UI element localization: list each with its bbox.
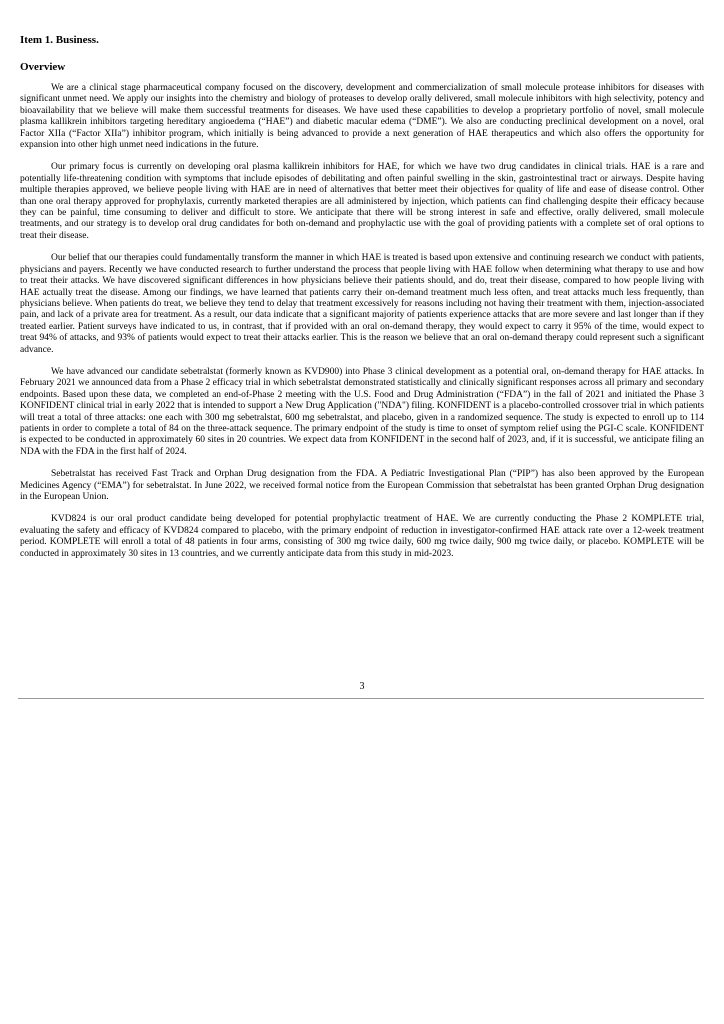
page-number: 3 <box>359 681 365 692</box>
item-heading: Item 1. Business. <box>20 34 99 46</box>
section-heading: Overview <box>20 61 66 73</box>
page-divider <box>18 698 704 699</box>
paragraph-company-overview: We are a clinical stage pharmaceutical company focused on the discovery, development and commercialization of small molecule protease inhibitors for diseases with significant unmet need. We apply our insights into the chemistry and biology of proteases to develop orally delivered, small molecule inhibitors with high selectivity, potency and bioavailability that we believe will make them successful treatments for diseases. We have used these capabilities to develop a proprietary portfolio of novel, small molecule plasma kallikrein inhibitors targeting hereditary angioedema (“HAE”) and diabetic macular edema (“DME”). We also are conducting preclinical development on a novel, oral Factor XIIa (“Factor XIIa”) inhibitor program, which initially is being advanced to provide a next generation of HAE therapeutics and which also offers the opportunity for expansion into other high unmet need indications in the future. <box>20 83 704 151</box>
paragraph-regulatory-designations: Sebetralstat has received Fast Track and Orphan Drug designation from the FDA. A Pediatric Investigational Plan (“PIP”) has also been approved by the European Medicines Agency (“EMA”) for sebetralstat. In June 2022, we received formal notice from the European Commission that sebetralstat has been granted Orphan Drug designation in the European Union. <box>20 469 704 502</box>
paragraph-patient-research: Our belief that our therapies could fundamentally transform the manner in which HAE is treated is based upon extensive and continuing research we conduct with patients, physicians and payers. Recently we have conducted research to further understand the process that people living with HAE follow when determining what therapy to use and how to treat their attacks. We have discovered significant differences in how physicians believe their patients should, and do, treat their disease, compared to how people living with HAE actually treat the disease. Among our findings, we have learned that patients carry their on-demand treatment much less often, and treat attacks much less frequently, than physicians believe. When patients do treat, we believe they tend to delay that treatment excessively for reasons including not having their treatment with them, injection-associated pain, and lack of a private area for treatment. As a result, our data indicate that a significant majority of patients experience attacks that are more severe and last longer than if they treated earlier. Patient surveys have indicated to us, in contrast, that if provided with an oral on-demand therapy, they would expect to carry it 95% of the time, would expect to treat 94% of attacks, and 93% of patients would expect to treat their attacks earlier. This is the reason we believe that an oral on-demand therapy could represent such a significant advance. <box>20 253 704 355</box>
paragraph-kvd824: KVD824 is our oral product candidate being developed for potential prophylactic treatment of HAE. We are currently conducting the Phase 2 KOMPLETE trial, evaluating the safety and efficacy of KVD824 compared to placebo, with the primary endpoint of reduction in investigator-confirmed HAE attack rate over a 12-week treatment period. KOMPLETE will enroll a total of 48 patients in four arms, consisting of 300 mg twice daily, 600 mg twice daily, 900 mg twice daily, or placebo. KOMPLETE will be conducted in approximately 30 sites in 13 countries, and we currently anticipate data from this study in mid-2023. <box>20 514 704 559</box>
paragraph-sebetralstat-phase3: We have advanced our candidate sebetralstat (formerly known as KVD900) into Phase 3 clinical development as a potential oral, on-demand therapy for HAE attacks. In February 2021 we announced data from a Phase 2 efficacy trial in which sebetralstat demonstrated statistically and clinically significant responses across all primary and secondary endpoints. Based upon these data, we completed an end-of-Phase 2 meeting with the U.S. Food and Drug Administration (“FDA”) in the fall of 2021 and initiated the Phase 3 KONFIDENT clinical trial in early 2022 that is intended to support a New Drug Application ("NDA") filing. KONFIDENT is a placebo-controlled crossover trial in which patients will treat a total of three attacks: one each with 300 mg sebetralstat, 600 mg sebetralstat, and placebo, given in a randomized sequence. The study is expected to enroll up to 114 patients in order to complete a total of 84 on the three-attack sequence. The primary endpoint of the study is time to onset of symptom relief using the PGI-C scale. KONFIDENT is expected to be conducted in approximately 60 sites in 20 countries. We expect data from KONFIDENT in the second half of 2023, and, if it is successful, we anticipate filing an NDA with the FDA in the first half of 2024. <box>20 366 704 457</box>
document-page <box>20 34 704 560</box>
paragraph-primary-focus: Our primary focus is currently on developing oral plasma kallikrein inhibitors for HAE, for which we have two drug candidates in clinical trials. HAE is a rare and potentially life-threatening condition with symptoms that include episodes of debilitating and often painful swelling in the skin, gastrointestinal tract or airways. Despite having multiple therapies approved, we believe people living with HAE are in need of alternatives that better meet their objectives for quality of life and ease of disease control. Other than one oral therapy approved for prophylaxis, currently marketed therapies are all administered by injection, which patients can find challenging despite their efficacy because they can be painful, time consuming to deliver and difficult to store. We anticipate that there will be strong interest in safe and effective, orally delivered, small molecule treatments, and our strategy is to develop oral drug candidates for both on-demand and prophylactic use with the goal of providing patients with a complete set of oral options to treat their disease. <box>20 162 704 241</box>
